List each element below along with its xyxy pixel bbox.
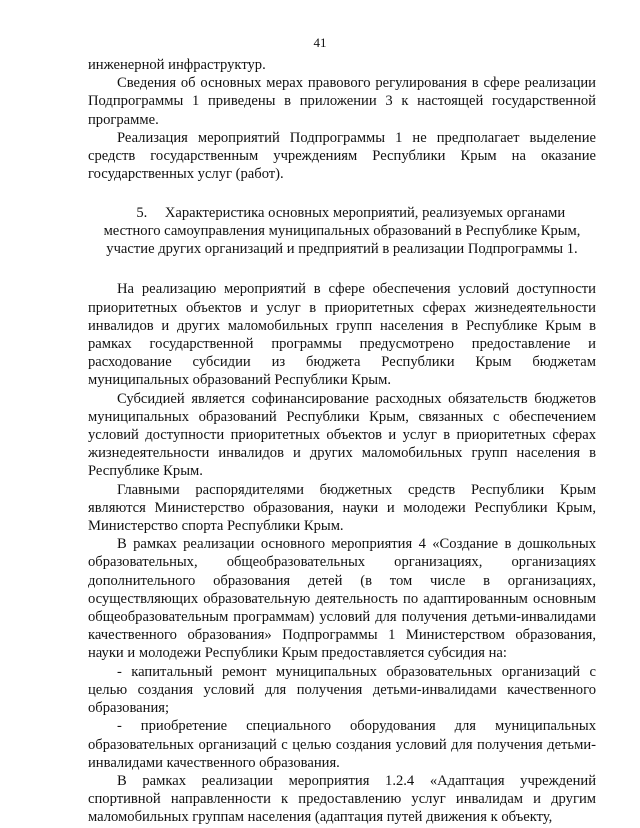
paragraph-funding-restriction: Реализация мероприятий Подпрограммы 1 не предполагает выделение средств государственным учреждениям Республики Крым на оказание государственных услуг (работ). [88, 129, 596, 183]
section-number: 5. [136, 205, 148, 222]
section-heading-text-1: Характеристика основных мероприятий, реализуемых органами [164, 205, 566, 222]
page-number: 41 [313, 35, 327, 50]
paragraph-budget-managers: Главными распорядителями бюджетных средств Республики Крым являются Министерство образования, науки и молодежи Республики Крым, Министерство спорта Республики Крым. [88, 481, 596, 535]
paragraph-subsidy-definition: Субсидией является софинансирование расходных обязательств бюджетов муниципальных образований Республики Крым, связанных с обеспечением условий доступности приоритетных объектов и услуг в приоритетных сферах жизнедеятельности инвалидов и других маломобильных групп населения в Республике Крым. [88, 390, 596, 480]
paragraph-legal-regulation: Сведения об основных мерах правового регулирования в сфере реализации Подпрограммы 1 приведены в приложении 3 к настоящей государственной программе. [88, 75, 596, 128]
list-item-capital-repair: - капитальный ремонт муниципальных образовательных организаций с целью создания условий для получения детьми-инвалидами качественного образования; [88, 663, 596, 717]
paragraph-main-measure-4: В рамках реализации основного мероприятия 4 «Создание в дошкольных образовательных, общеобразовательных организациях, организациях дополнительного образования детей (в том числе в организациях, осуществляющих образовательную деятельность по адаптированным основным общеобразовательным программам) условий для получения детьми-инвалидами качественного образования» Подпрограммы 1 Министерством образования, науки и молодежи Республики Крым предоставляется субсидия на: [88, 536, 596, 662]
paragraph-measure-1-2-4: В рамках реализации мероприятия 1.2.4 «Адаптация учреждений спортивной направленности к предоставлению услуг инвалидам и другим маломобильных группам населения (адаптация путей движения к объекту, [88, 772, 596, 826]
section-heading-line-2: местного самоуправления муниципальных образований в Республике Крым, [103, 223, 581, 240]
section-heading [88, 204, 596, 258]
document-content [88, 56, 596, 827]
paragraph-continuation: инженерной инфраструктур. [88, 57, 266, 73]
paragraph-subsidy-purpose: На реализацию мероприятий в сфере обеспечения условий доступности приоритетных объектов и услуг в приоритетных сферах жизнедеятельности инвалидов и других маломобильных групп населения в Республике Крым в рамках государственной программы предусмотрено предоставление и расходование субсидии из бюджета Республики Крым бюджетам муниципальных образований Республики Крым. [88, 281, 596, 389]
list-item-special-equipment: - приобретение специального оборудования для муниципальных образовательных организаций с целью создания условий для получения детьми-инвалидами качественного образования. [88, 718, 596, 771]
section-heading-line-3: участие других организаций и предприятий в реализации Подпрограммы 1. [106, 241, 578, 258]
section-heading-line-1 [88, 204, 596, 222]
